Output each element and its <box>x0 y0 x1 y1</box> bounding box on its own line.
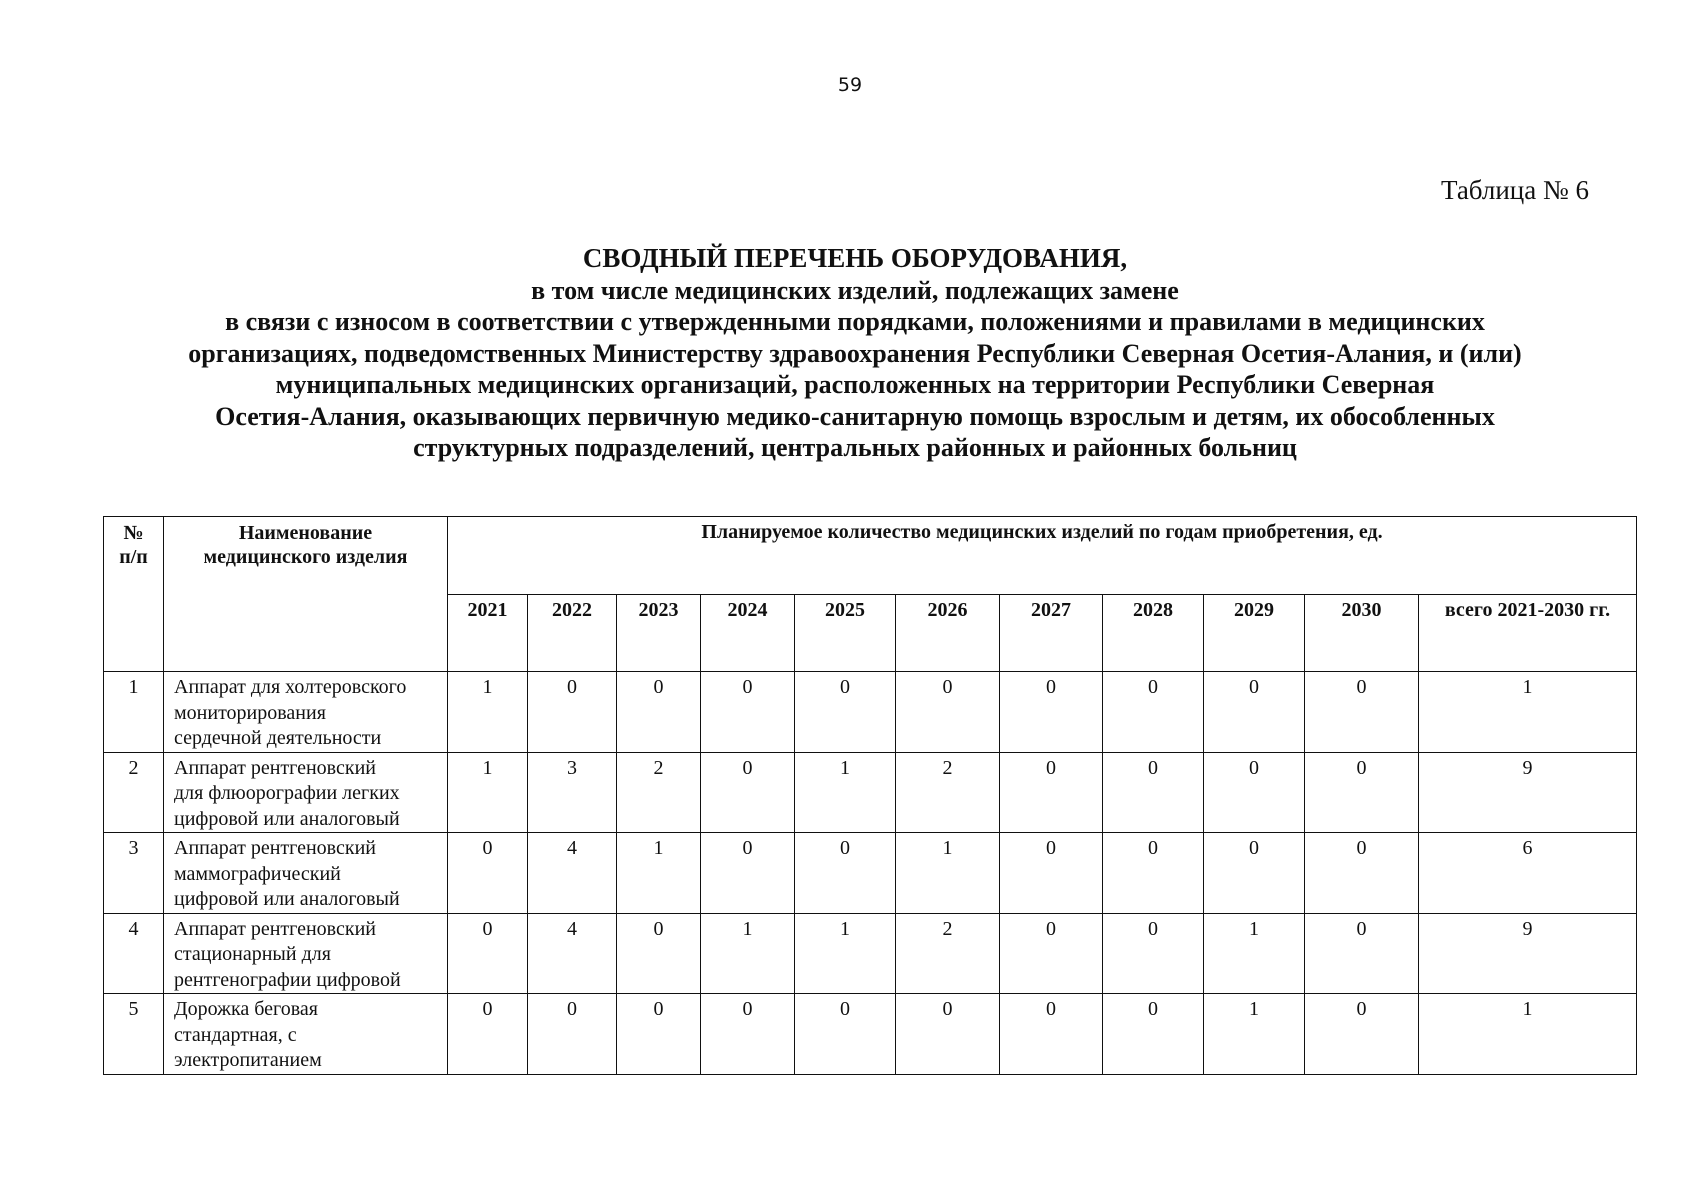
quantity-cell: 0 <box>617 672 701 753</box>
quantity-cell: 0 <box>795 833 896 914</box>
quantity-cell: 2 <box>896 752 1000 833</box>
quantity-cell: 0 <box>1000 833 1103 914</box>
quantity-cell: 0 <box>617 994 701 1075</box>
device-name-line: цифровой или аналоговый <box>174 807 400 830</box>
quantity-cell: 0 <box>701 672 795 753</box>
quantity-cell: 0 <box>1204 752 1305 833</box>
total-cell: 9 <box>1419 752 1637 833</box>
device-name <box>164 913 448 994</box>
quantity-cell: 4 <box>528 833 617 914</box>
title-line: организациях, подведомственных Министерству здравоохранения Республики Северная Осетия-Алания, и (или) <box>188 338 1522 368</box>
device-name <box>164 994 448 1075</box>
header-number-line: п/п <box>119 546 148 568</box>
quantity-cell: 0 <box>448 913 528 994</box>
row-number: 5 <box>104 994 164 1075</box>
header-year: 2023 <box>617 595 701 672</box>
quantity-cell: 0 <box>617 913 701 994</box>
device-name-line: Аппарат рентгеновский <box>174 837 376 859</box>
quantity-cell: 0 <box>448 833 528 914</box>
quantity-cell: 3 <box>528 752 617 833</box>
device-name <box>164 672 448 753</box>
equipment-table <box>103 516 1637 1075</box>
quantity-cell: 0 <box>795 994 896 1075</box>
title-line: структурных подразделений, центральных районных и районных больниц <box>413 433 1297 462</box>
quantity-cell: 0 <box>701 994 795 1075</box>
header-year: 2021 <box>448 595 528 672</box>
title-line: в связи с износом в соответствии с утвержденными порядками, положениями и правилами в медицинских <box>225 307 1485 336</box>
header-number-line: № <box>123 522 144 544</box>
header-number <box>104 517 164 672</box>
table-label: Таблица № 6 <box>1441 175 1589 205</box>
row-number: 2 <box>104 752 164 833</box>
total-cell: 9 <box>1419 913 1637 994</box>
header-device-name-line: медицинского изделия <box>203 546 408 568</box>
row-number: 4 <box>104 913 164 994</box>
quantity-cell: 0 <box>528 672 617 753</box>
quantity-cell: 0 <box>1103 913 1204 994</box>
quantity-cell: 1 <box>1204 994 1305 1075</box>
device-name-line: Аппарат рентгеновский <box>174 917 376 940</box>
device-name-line: Аппарат для холтеровского <box>174 676 407 698</box>
quantity-cell: 1 <box>1204 913 1305 994</box>
table-row <box>104 994 1637 1075</box>
quantity-cell: 1 <box>795 752 896 833</box>
quantity-cell: 2 <box>896 913 1000 994</box>
total-cell: 1 <box>1419 672 1637 753</box>
quantity-cell: 0 <box>1000 672 1103 753</box>
header-year: 2024 <box>701 595 795 672</box>
quantity-cell: 0 <box>1103 752 1204 833</box>
device-name <box>164 752 448 833</box>
header-year: 2026 <box>896 595 1000 672</box>
header-device-name <box>164 517 448 672</box>
quantity-cell: 0 <box>1305 833 1419 914</box>
device-name-line: Дорожка беговая <box>174 998 319 1020</box>
device-name-line: сердечной деятельности <box>174 727 382 749</box>
title-line: муниципальных медицинских организаций, расположенных на территории Республики Северная <box>275 370 1435 399</box>
page-number: 59 <box>837 74 863 96</box>
device-name-line: для флюорографии легких <box>174 782 400 804</box>
quantity-cell: 0 <box>701 833 795 914</box>
table-row <box>104 833 1637 914</box>
quantity-cell: 0 <box>896 994 1000 1075</box>
header-year: 2030 <box>1305 595 1419 672</box>
quantity-cell: 0 <box>1204 672 1305 753</box>
quantity-cell: 2 <box>617 752 701 833</box>
quantity-cell: 1 <box>896 833 1000 914</box>
header-year: 2027 <box>1000 595 1103 672</box>
header-year: 2028 <box>1103 595 1204 672</box>
quantity-cell: 0 <box>448 994 528 1075</box>
table-row <box>104 752 1637 833</box>
quantity-cell: 0 <box>1000 994 1103 1075</box>
row-number: 1 <box>104 672 164 753</box>
quantity-cell: 1 <box>448 672 528 753</box>
quantity-cell: 0 <box>701 752 795 833</box>
device-name-line: Аппарат рентгеновский <box>174 756 376 779</box>
quantity-cell: 4 <box>528 913 617 994</box>
quantity-cell: 0 <box>795 672 896 753</box>
total-cell: 1 <box>1419 994 1637 1075</box>
quantity-cell: 0 <box>1103 833 1204 914</box>
device-name-line: рентгенографии цифровой <box>174 968 401 991</box>
row-number: 3 <box>104 833 164 914</box>
quantity-cell: 1 <box>617 833 701 914</box>
quantity-cell: 0 <box>1000 913 1103 994</box>
quantity-cell: 1 <box>701 913 795 994</box>
header-total: всего 2021-2030 гг. <box>1419 595 1637 672</box>
quantity-cell: 0 <box>1305 994 1419 1075</box>
quantity-cell: 0 <box>528 994 617 1075</box>
quantity-cell: 0 <box>896 672 1000 753</box>
header-year: 2025 <box>795 595 896 672</box>
quantity-cell: 0 <box>1204 833 1305 914</box>
document-title <box>90 243 1620 464</box>
device-name-line: электропитанием <box>174 1049 322 1071</box>
quantity-cell: 0 <box>1305 752 1419 833</box>
quantity-cell: 0 <box>1305 672 1419 753</box>
header-year: 2029 <box>1204 595 1305 672</box>
quantity-cell: 0 <box>1000 752 1103 833</box>
device-name-line: мониторирования <box>174 701 326 724</box>
total-cell: 6 <box>1419 833 1637 914</box>
table-row <box>104 913 1637 994</box>
quantity-cell: 0 <box>1103 672 1204 753</box>
quantity-cell: 1 <box>448 752 528 833</box>
title-line: СВОДНЫЙ ПЕРЕЧЕНЬ ОБОРУДОВАНИЯ, <box>582 243 1128 273</box>
device-name <box>164 833 448 914</box>
quantity-cell: 1 <box>795 913 896 994</box>
title-line: Осетия-Алания, оказывающих первичную медико-санитарную помощь взрослым и детям, их обособленных <box>215 401 1495 431</box>
header-year: 2022 <box>528 595 617 672</box>
device-name-line: стационарный для <box>174 943 331 965</box>
device-name-line: маммографический <box>174 862 341 885</box>
quantity-cell: 0 <box>1103 994 1204 1075</box>
header-planned-quantity: Планируемое количество медицинских изделий по годам приобретения, ед. <box>448 517 1637 595</box>
device-name-line: цифровой или аналоговый <box>174 888 400 910</box>
quantity-cell: 0 <box>1305 913 1419 994</box>
table-row <box>104 672 1637 753</box>
title-line: в том числе медицинских изделий, подлежащих замене <box>531 275 1179 305</box>
device-name-line: стандартная, с <box>174 1023 297 1046</box>
header-device-name-line: Наименование <box>238 522 373 544</box>
